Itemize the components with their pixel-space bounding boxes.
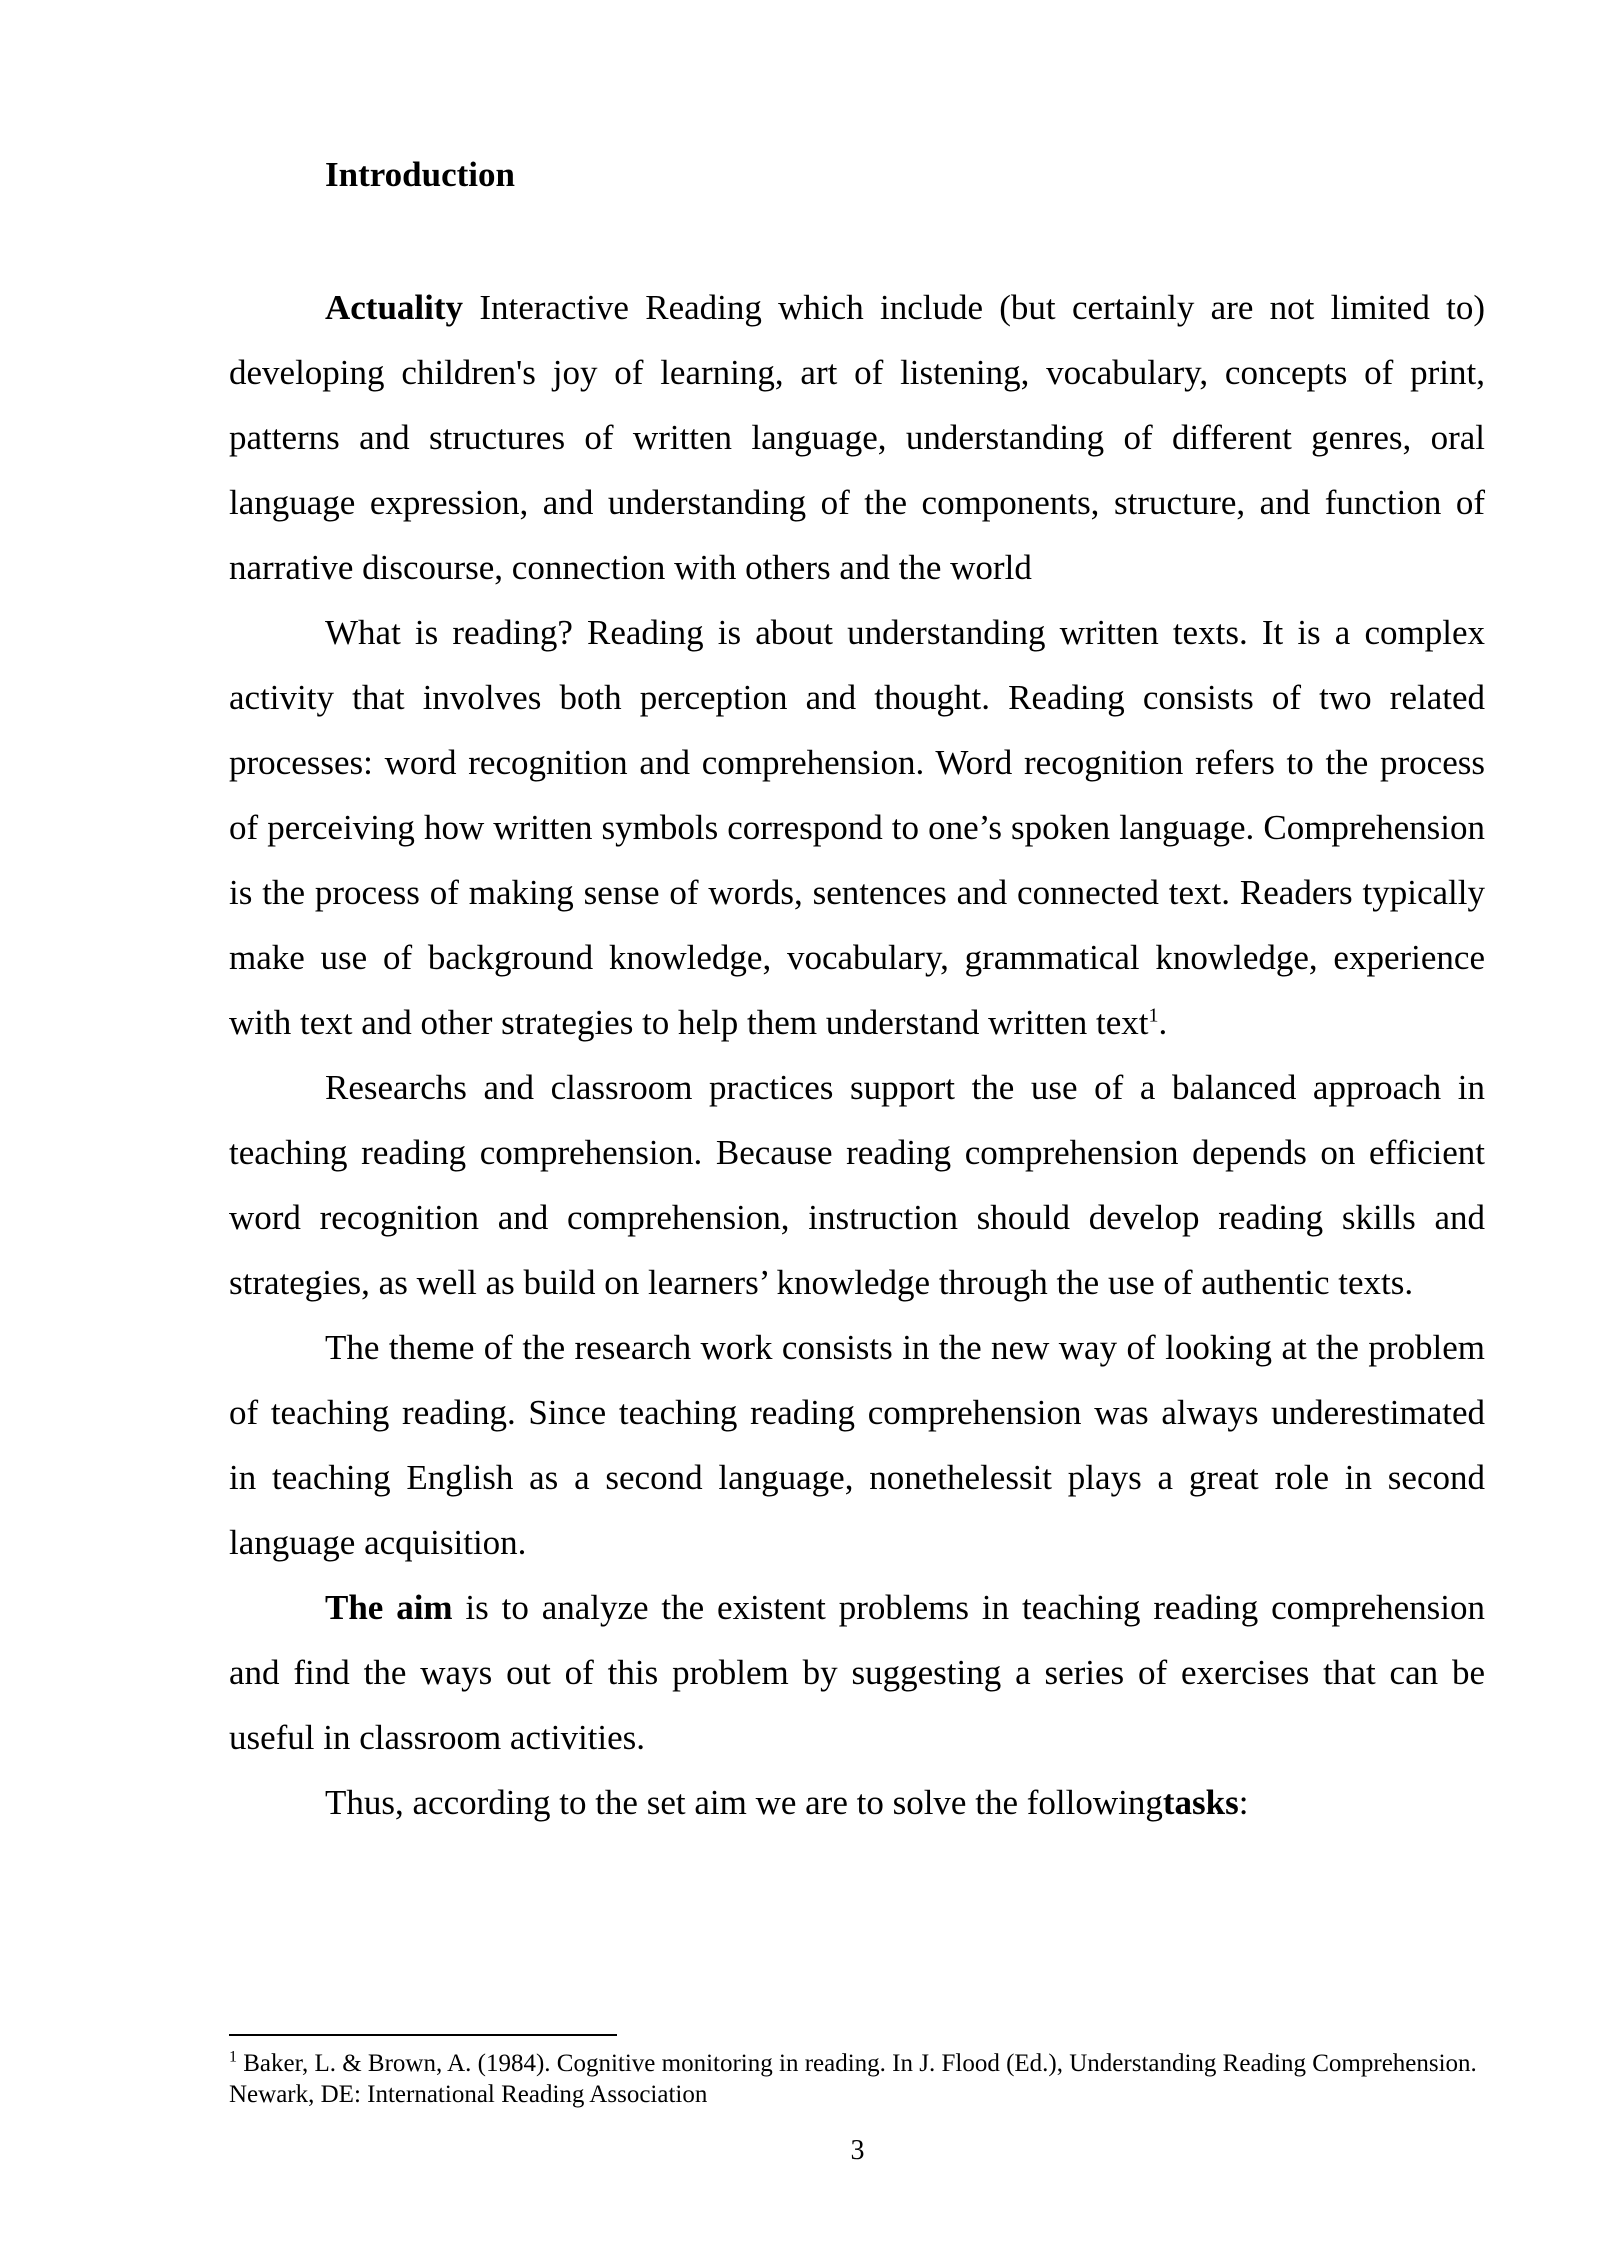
- paragraph-text: The theme of the research work consists in the new way of looking at the problem of teaching reading. Since teaching reading comprehension was always underestimated in teaching English as a second language, nonethelessit plays a great role in second language acquisition.: [229, 1328, 1485, 1562]
- paragraph-tasks: [229, 1770, 1485, 1835]
- paragraph-text: Thus, according to the set aim we are to solve the following: [325, 1783, 1163, 1822]
- paragraph-text: Interactive Reading which include (but certainly are not limited to) developing children's joy of learning, art of listening, vocabulary, concepts of print, patterns and structures of written language, understanding of different genres, oral language expression, and understanding of the components, structure, and function of narrative discourse, connection with others and the world: [229, 288, 1485, 587]
- footnote-reference[interactable]: 1: [1148, 1004, 1159, 1027]
- paragraph-text: What is reading? Reading is about understanding written texts. It is a complex activity that involves both perception and thought. Reading consists of two related processes: word recognition and comprehension. Word recognition refers to the process of perceiving how written symbols correspond to one’s spoken language. Comprehension is the process of making sense of words, sentences and connected text. Readers typically make use of background knowledge, vocabulary, grammatical knowledge, experience with text and other strategies to help them understand written text: [229, 613, 1485, 1042]
- body-text: [229, 275, 1485, 1835]
- aim-label: The aim: [325, 1588, 453, 1627]
- paragraph-theme: [229, 1315, 1485, 1575]
- paragraph-text: Researchs and classroom practices support the use of a balanced approach in teaching reading comprehension. Because reading comprehension depends on efficient word recognition and comprehension, instruction should develop reading skills and strategies, as well as build on learners’ knowledge through the use of authentic texts.: [229, 1068, 1485, 1302]
- paragraph-actuality: [229, 275, 1485, 600]
- page-number: 3: [850, 2135, 865, 2166]
- paragraph-aim: [229, 1575, 1485, 1770]
- actuality-label: Actuality: [325, 288, 464, 327]
- footnote-separator: [229, 2034, 617, 2036]
- footnote-number: 1: [229, 2048, 237, 2066]
- footnote: [229, 2048, 1485, 2110]
- paragraph-text: is to analyze the existent problems in teaching reading comprehension and find the ways out of this problem by suggesting a series of exercises that can be useful in classroom activities.: [229, 1588, 1485, 1757]
- paragraph-researchs: [229, 1055, 1485, 1315]
- tasks-label: tasks: [1162, 1783, 1239, 1822]
- section-heading: Introduction: [325, 155, 515, 194]
- paragraph-end: :: [1238, 1783, 1249, 1822]
- footnote-text: Baker, L. & Brown, A. (1984). Cognitive monitoring in reading. In J. Flood (Ed.), Understanding Reading Comprehension. Newark, DE: International Reading Association: [229, 2050, 1477, 2108]
- paragraph-end: .: [1158, 1003, 1168, 1042]
- paragraph-what-is-reading: [229, 600, 1485, 1055]
